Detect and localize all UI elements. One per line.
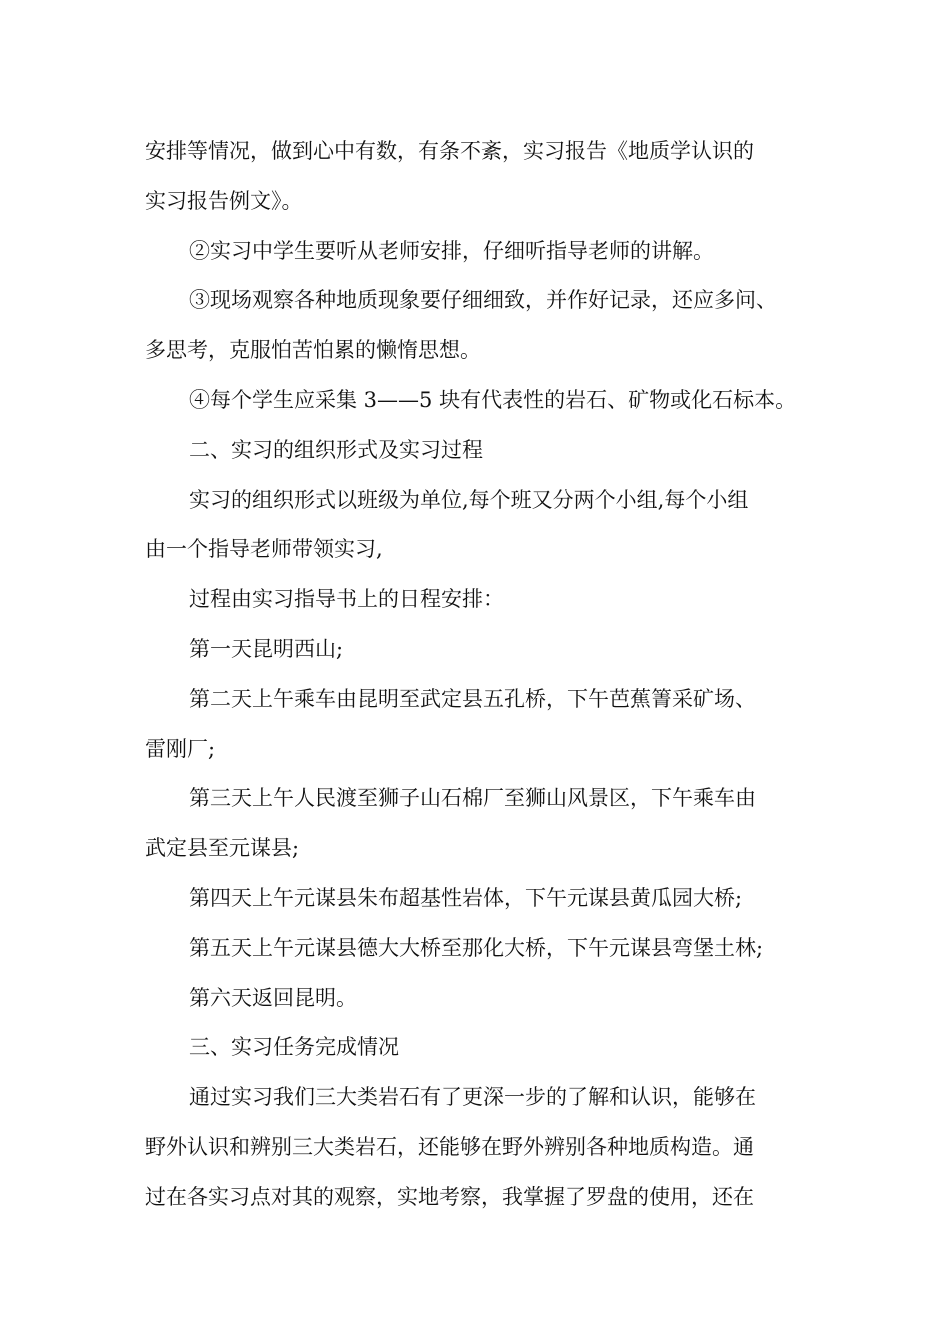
text-line: 实习的组织形式以班级为单位,每个班又分两个小组,每个小组 — [189, 487, 749, 512]
text-line: 多思考，克服怕苦怕累的懒惰思想。 — [145, 338, 481, 363]
schedule-item: 第一天昆明西山; — [189, 636, 344, 661]
document-body — [145, 127, 810, 1223]
schedule-item-continued: 雷刚厂; — [145, 736, 216, 761]
schedule-item: 第五天上午元谋县德大大桥至那化大桥，下午元谋县弯堡土林; — [189, 935, 764, 960]
schedule-item: 第三天上午人民渡至狮子山石棉厂至狮山风景区，下午乘车由 — [189, 786, 756, 811]
text-line: 通过实习我们三大类岩石有了更深一步的了解和认识，能够在 — [189, 1085, 756, 1110]
text-line: 安排等情况，做到心中有数，有条不紊，实习报告《地质学认识的 — [145, 139, 754, 163]
text-line: 过在各实习点对其的观察，实地考察，我掌握了罗盘的使用，还在 — [145, 1184, 754, 1209]
schedule-item: 第四天上午元谋县朱布超基性岩体，下午元谋县黄瓜园大桥; — [189, 885, 743, 910]
text-line: 野外认识和辨别三大类岩石，还能够在野外辨别各种地质构造。通 — [145, 1134, 754, 1159]
schedule-item: 第二天上午乘车由昆明至武定县五孔桥，下午芭蕉箐采矿场、 — [189, 686, 756, 711]
text-line: ②实习中学生要听从老师安排，仔细听指导老师的讲解。 — [189, 238, 714, 263]
schedule-item: 第六天返回昆明。 — [189, 985, 357, 1010]
text-line: 过程由实习指导书上的日程安排： — [189, 587, 504, 612]
text-line: ③现场观察各种地质现象要仔细细致，并作好记录，还应多问、 — [189, 288, 777, 313]
text-line: ④每个学生应采集 3——5 块有代表性的岩石、矿物或化石标本。 — [189, 387, 797, 412]
section-heading: 三、实习任务完成情况 — [189, 1035, 399, 1060]
text-line: 实习报告例文》。 — [145, 188, 303, 213]
section-heading: 二、实习的组织形式及实习过程 — [189, 437, 483, 462]
schedule-item-continued: 武定县至元谋县; — [145, 836, 300, 861]
text-line: 由一个指导老师带领实习, — [145, 537, 383, 562]
